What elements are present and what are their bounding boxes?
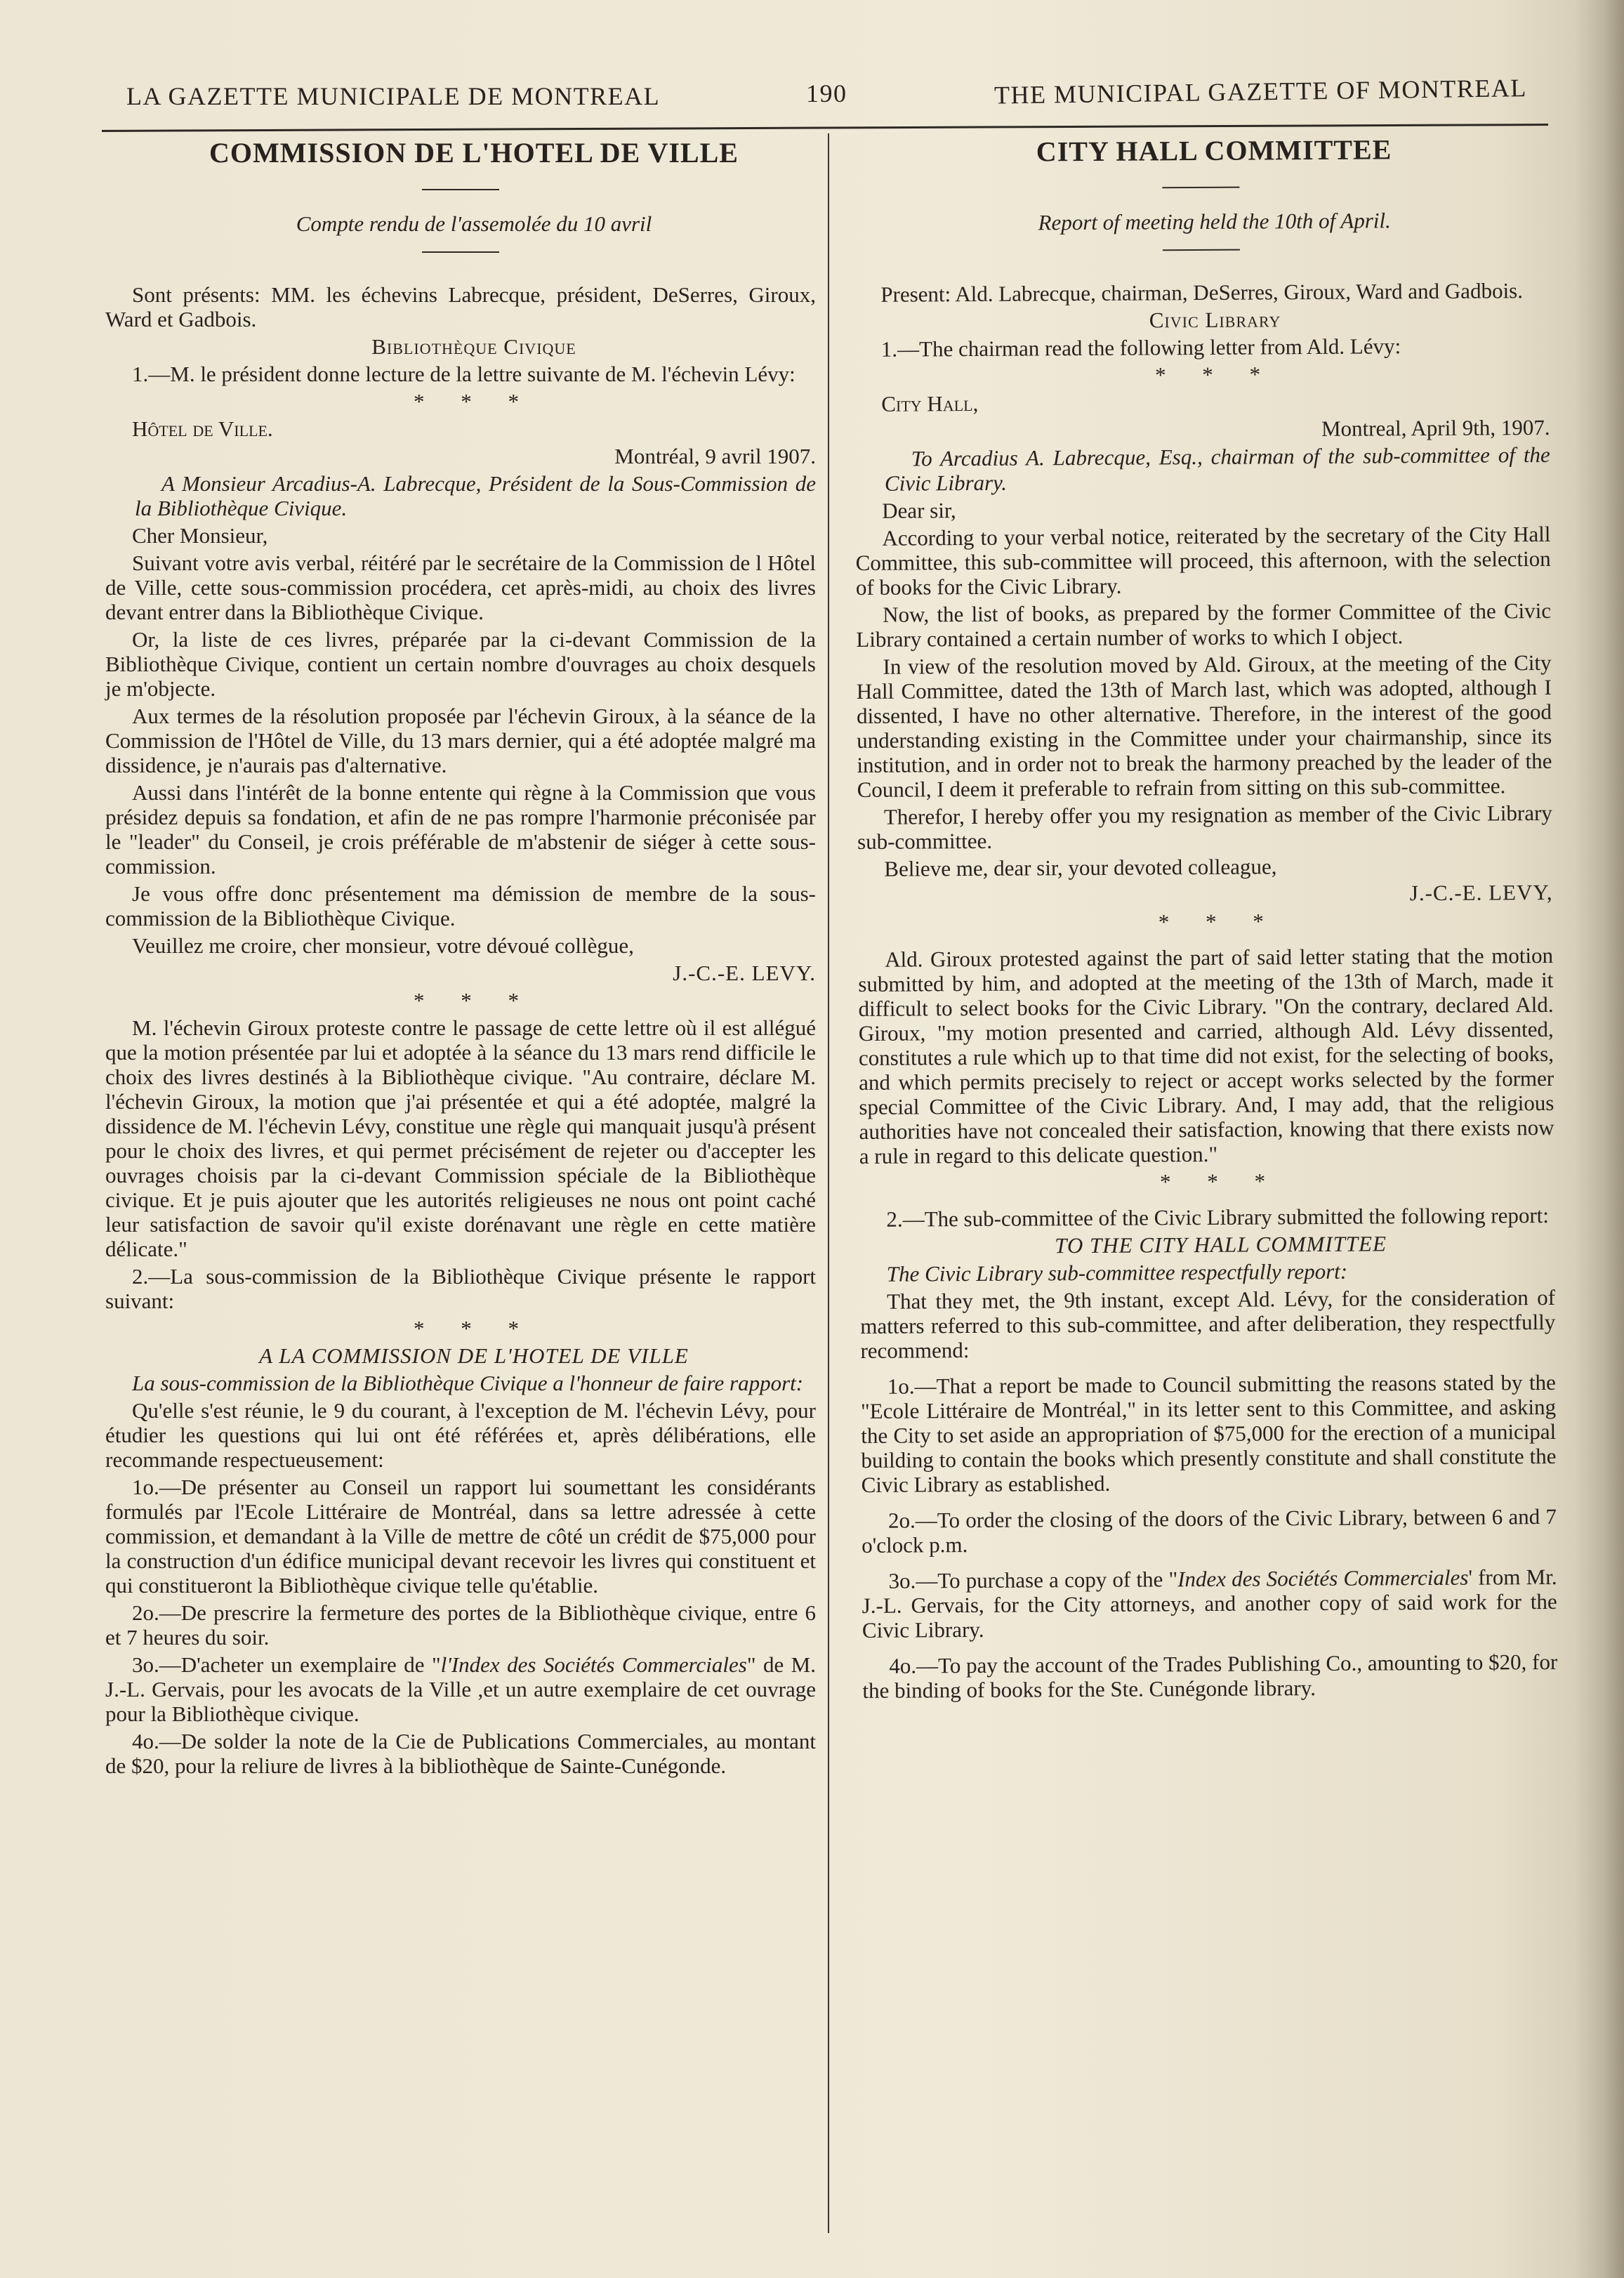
running-header xyxy=(126,74,1528,121)
fr-rec3-end: " de M. J.-L. Gervais, pour les avocats de la Ville ,et un autre exemplaire de cet ouvrage pour la Bibliothèque civique. xyxy=(105,1652,816,1726)
fr-rec3-start: 3o.—D'acheter un exemplaire de " xyxy=(132,1652,441,1677)
fr-rec3-title: l'Index des Sociétés Commerciales xyxy=(440,1652,747,1677)
fr-letter-address: A Monsieur Arcadius-A. Labrecque, Président de la Sous-Commission de la Bibliothèque Civique. xyxy=(135,471,816,520)
fr-letter-paragraph: Je vous offre donc présentement ma démission de membre de la sous-commission de la Bibliothèque Civique. xyxy=(105,881,816,930)
fr-letter-paragraph: Or, la liste de ces livres, préparée par la ci-devant Commission de la Bibliothèque Civique, contient un certain nombre d'ouvrages au choix desquels je m'objecte. xyxy=(105,627,816,701)
en-recommendation-3 xyxy=(861,1565,1557,1642)
fr-salutation: Cher Monsieur, xyxy=(132,523,268,548)
fr-recommendation-4: 4o.—De solder la note de la Cie de Publications Commerciales, au montant de $20, pour la reliure de livres à la bibliothèque de Sainte-Cunégonde. xyxy=(105,1729,816,1778)
en-item-1: 1.—The chairman read the following letter from Ald. Lévy: xyxy=(880,334,1401,362)
fr-stars-1: * * * xyxy=(414,389,534,414)
header-rule xyxy=(102,124,1548,132)
page-spine-shadow xyxy=(1575,0,1624,2278)
en-item-2: 2.—The sub-committee of the Civic Library submitted the following report: xyxy=(886,1202,1550,1232)
fr-subtitle: Compte rendu de l'assemolée du 10 avril xyxy=(296,211,652,236)
header-english-title: THE MUNICIPAL GAZETTE OF MONTREAL xyxy=(993,74,1528,110)
en-rec3-start: 3o.—To purchase a copy of the " xyxy=(888,1567,1178,1593)
fr-letter-closing: Veuillez me croire, cher monsieur, votre dévoué collègue, xyxy=(132,933,634,958)
fr-signature: J.-C.-E. LEVY. xyxy=(673,961,816,985)
page-number: 190 xyxy=(806,79,847,107)
en-letter-paragraph: Therefor, I hereby offer you my resignation as member of the Civic Library sub-committee. xyxy=(857,800,1552,854)
en-subtitle-rule xyxy=(1163,249,1240,251)
fr-section-heading: Bibliothèque Civique xyxy=(371,334,576,359)
en-rec3-title: Index des Sociétés Commerciales xyxy=(1177,1565,1469,1592)
en-rec3-end: ' from Mr. J.-L. Gervais, for the City attorneys, and another copy of said work for the Civic Library. xyxy=(861,1564,1557,1642)
en-title: CITY HALL COMMITTEE xyxy=(1036,133,1392,168)
fr-title: COMMISSION DE L'HOTEL DE VILLE xyxy=(209,137,739,169)
en-report-lead: The Civic Library sub-committee respectfully report: xyxy=(886,1258,1348,1286)
fr-letter-paragraph: Aux termes de la résolution proposée par l'échevin Giroux, à la séance de la Commission de l'Hôtel de Ville, du 13 mars dernier, qui a été adoptée malgré ma dissidence, je n'aurais pas d'alternative. xyxy=(105,704,816,777)
fr-item-2: 2.—La sous-commission de la Bibliothèque Civique présente le rapport suivant: xyxy=(105,1264,816,1313)
en-subtitle: Report of meeting held the 10th of April. xyxy=(1038,208,1391,235)
en-letter-place: City Hall, xyxy=(881,390,979,416)
en-salutation: Dear sir, xyxy=(882,498,956,523)
fr-letter-paragraph: Suivant votre avis verbal, réitéré par le secrétaire de la Commission de l Hôtel de Ville, cette sous-commission procédera, cet après-midi, au choix des livres devant entrer dans la Bibliothèque Civique. xyxy=(105,551,816,624)
fr-stars-3: * * * xyxy=(414,1316,534,1341)
en-stars-3: * * * xyxy=(1159,1168,1281,1194)
fr-item-1: 1.—M. le président donne lecture de la lettre suivante de M. l'échevin Lévy: xyxy=(132,362,796,386)
en-recommendation-1: 1o.—That a report be made to Council submitting the reasons stated by the "Ecole Littéraire de Montréal," in its letter sent to this Committee, and asking the City to set aside an appropriation of $75,000 for the erection of a municipal building to contain the books which presently constitute and shall constitute the Civic Library as established. xyxy=(860,1369,1557,1497)
en-recommendation-4: 4o.—To pay the account of the Trades Publishing Co., amounting to $20, for the binding of books for the Ste. Cunégonde library. xyxy=(862,1649,1558,1703)
en-report-intro: That they met, the 9th instant, except Ald. Lévy, for the consideration of matters referred to this sub-committee, and after deliberation, they respectfully recommend: xyxy=(860,1284,1556,1363)
fr-recommendation-3 xyxy=(105,1652,816,1726)
en-present: Present: Ald. Labrecque, chairman, DeSerres, Giroux, Ward and Gadbois. xyxy=(880,278,1524,307)
english-column xyxy=(853,133,1558,1706)
en-letter-closing: Believe me, dear sir, your devoted colleague, xyxy=(884,854,1277,881)
fr-letter-date: Montréal, 9 avril 1907. xyxy=(614,444,816,468)
fr-title-rule xyxy=(422,189,499,190)
en-giroux-protest: Ald. Giroux protested against the part of said letter stating that the motion submitted by him, and adopted at the meeting of the 13th of March, made it difficult to select books for the Civic Library. "On the contrary, declared Ald. Giroux, "my motion presented and carried, although Ald. Lévy dissented, constitutes a rule which up to that time did not exist, for the selecting of books, and which permits precisely to reject or accept works selected by the former special Committee of the Civic Library. And, I may add, that the religious authorities have not concealed their satisfaction, knowing that there exists now a rule in regard to this delicate question." xyxy=(858,942,1554,1168)
en-signature: J.-C.-E. LEVY, xyxy=(1409,879,1553,906)
fr-recommendation-1: 1o.—De présenter au Conseil un rapport lui soumettant les considérants formulés par l'Ecole Littéraire de Montréal, dans sa lettre adressée à cette commission, et demandant à la Ville de mettre de côté un crédit de $75,000 pour la construction d'un édifice municipal devant recevoir les livres qui constituent et qui constitueront la Bibliothèque civique telle qu'établie. xyxy=(105,1475,816,1598)
en-letter-date: Montreal, April 9th, 1907. xyxy=(1321,414,1550,441)
fr-report-lead: La sous-commission de la Bibliothèque Civique a l'honneur de faire rapport: xyxy=(132,1371,804,1395)
fr-subtitle-rule xyxy=(422,251,499,253)
en-section-heading: Civic Library xyxy=(1149,307,1281,333)
fr-stars-2: * * * xyxy=(414,988,534,1013)
en-stars-1: * * * xyxy=(1154,362,1276,388)
en-recommendation-2: 2o.—To order the closing of the doors of the Civic Library, between 6 and 7 o'clock p.m. xyxy=(861,1503,1557,1558)
french-column xyxy=(105,137,816,1781)
header-french-title: LA GAZETTE MUNICIPALE DE MONTREAL xyxy=(126,82,661,110)
en-stars-2: * * * xyxy=(1158,909,1279,935)
en-report-heading: TO THE CITY HALL COMMITTEE xyxy=(1055,1231,1387,1258)
column-divider xyxy=(828,133,829,2233)
en-letter-paragraph: In view of the resolution moved by Ald. Giroux, at the meeting of the City Hall Committee, dated the 13th of March last, which was adopted, although I dissented, I have no other alternative. Therefore, in the interest of the good understanding existing in the Committee under your chairmanship, since its institution, and in order not to break the harmony preached by the leader of the Council, I deem it preferable to refrain from sitting on this sub-committee. xyxy=(856,650,1552,802)
fr-present: Sont présents: MM. les échevins Labrecque, président, DeSerres, Giroux, Ward et Gadbois. xyxy=(105,282,816,331)
fr-recommendation-2: 2o.—De prescrire la fermeture des portes de la Bibliothèque civique, entre 6 et 7 heures du soir. xyxy=(105,1600,816,1650)
fr-letter-place: Hôtel de Ville. xyxy=(132,416,273,441)
fr-giroux-protest: M. l'échevin Giroux proteste contre le passage de cette lettre où il est allégué que la motion présentée par lui et adoptée à la séance du 13 mars rend difficile le choix des livres destinés à la Bibliothèque civique. "Au contraire, déclare M. l'échevin Giroux, la motion que j'ai présentée et qui a été adoptée, malgré la dissidence de M. l'échevin Lévy, constitue une règle qui manquait jusqu'à présent pour le choix des livres, et qui permet précisément de rejeter ou d'accepter les ouvrages choisis par la ci-devant Commission spéciale de la Bibliothèque civique. Et je puis ajouter que les autorités religieuses ne nous ont point caché leur satisfaction de savoir qu'il existe dorénavant une règle en cette matière délicate." xyxy=(105,1015,816,1261)
en-letter-paragraph: According to your verbal notice, reiterated by the secretary of the City Hall Committee, this sub-committee will proceed, this afternoon, with the selection of books for the Civic Library. xyxy=(855,521,1551,600)
fr-report-heading: A LA COMMISSION DE L'HOTEL DE VILLE xyxy=(259,1343,689,1368)
en-title-rule xyxy=(1162,187,1239,189)
fr-letter-paragraph: Aussi dans l'intérêt de la bonne entente qui règne à la Commission que vous présidez depuis sa fondation, et afin de ne pas rompre l'harmonie préconisée par le "leader" du Conseil, je crois préférable de m'abstenir de siéger à cette sous-commission. xyxy=(105,780,816,878)
en-letter-address: To Arcadius A. Labrecque, Esq., chairman of the sub-committee of the Civic Library. xyxy=(884,442,1550,496)
fr-report-intro: Qu'elle s'est réunie, le 9 du courant, à l'exception de M. l'échevin Lévy, pour étudier les questions qui lui ont été référées et, après délibérations, elle recommande respectueusement: xyxy=(105,1398,816,1472)
en-letter-paragraph: Now, the list of books, as prepared by the former Committee of the Civic Library contained a certain number of works to which I object. xyxy=(856,598,1552,652)
